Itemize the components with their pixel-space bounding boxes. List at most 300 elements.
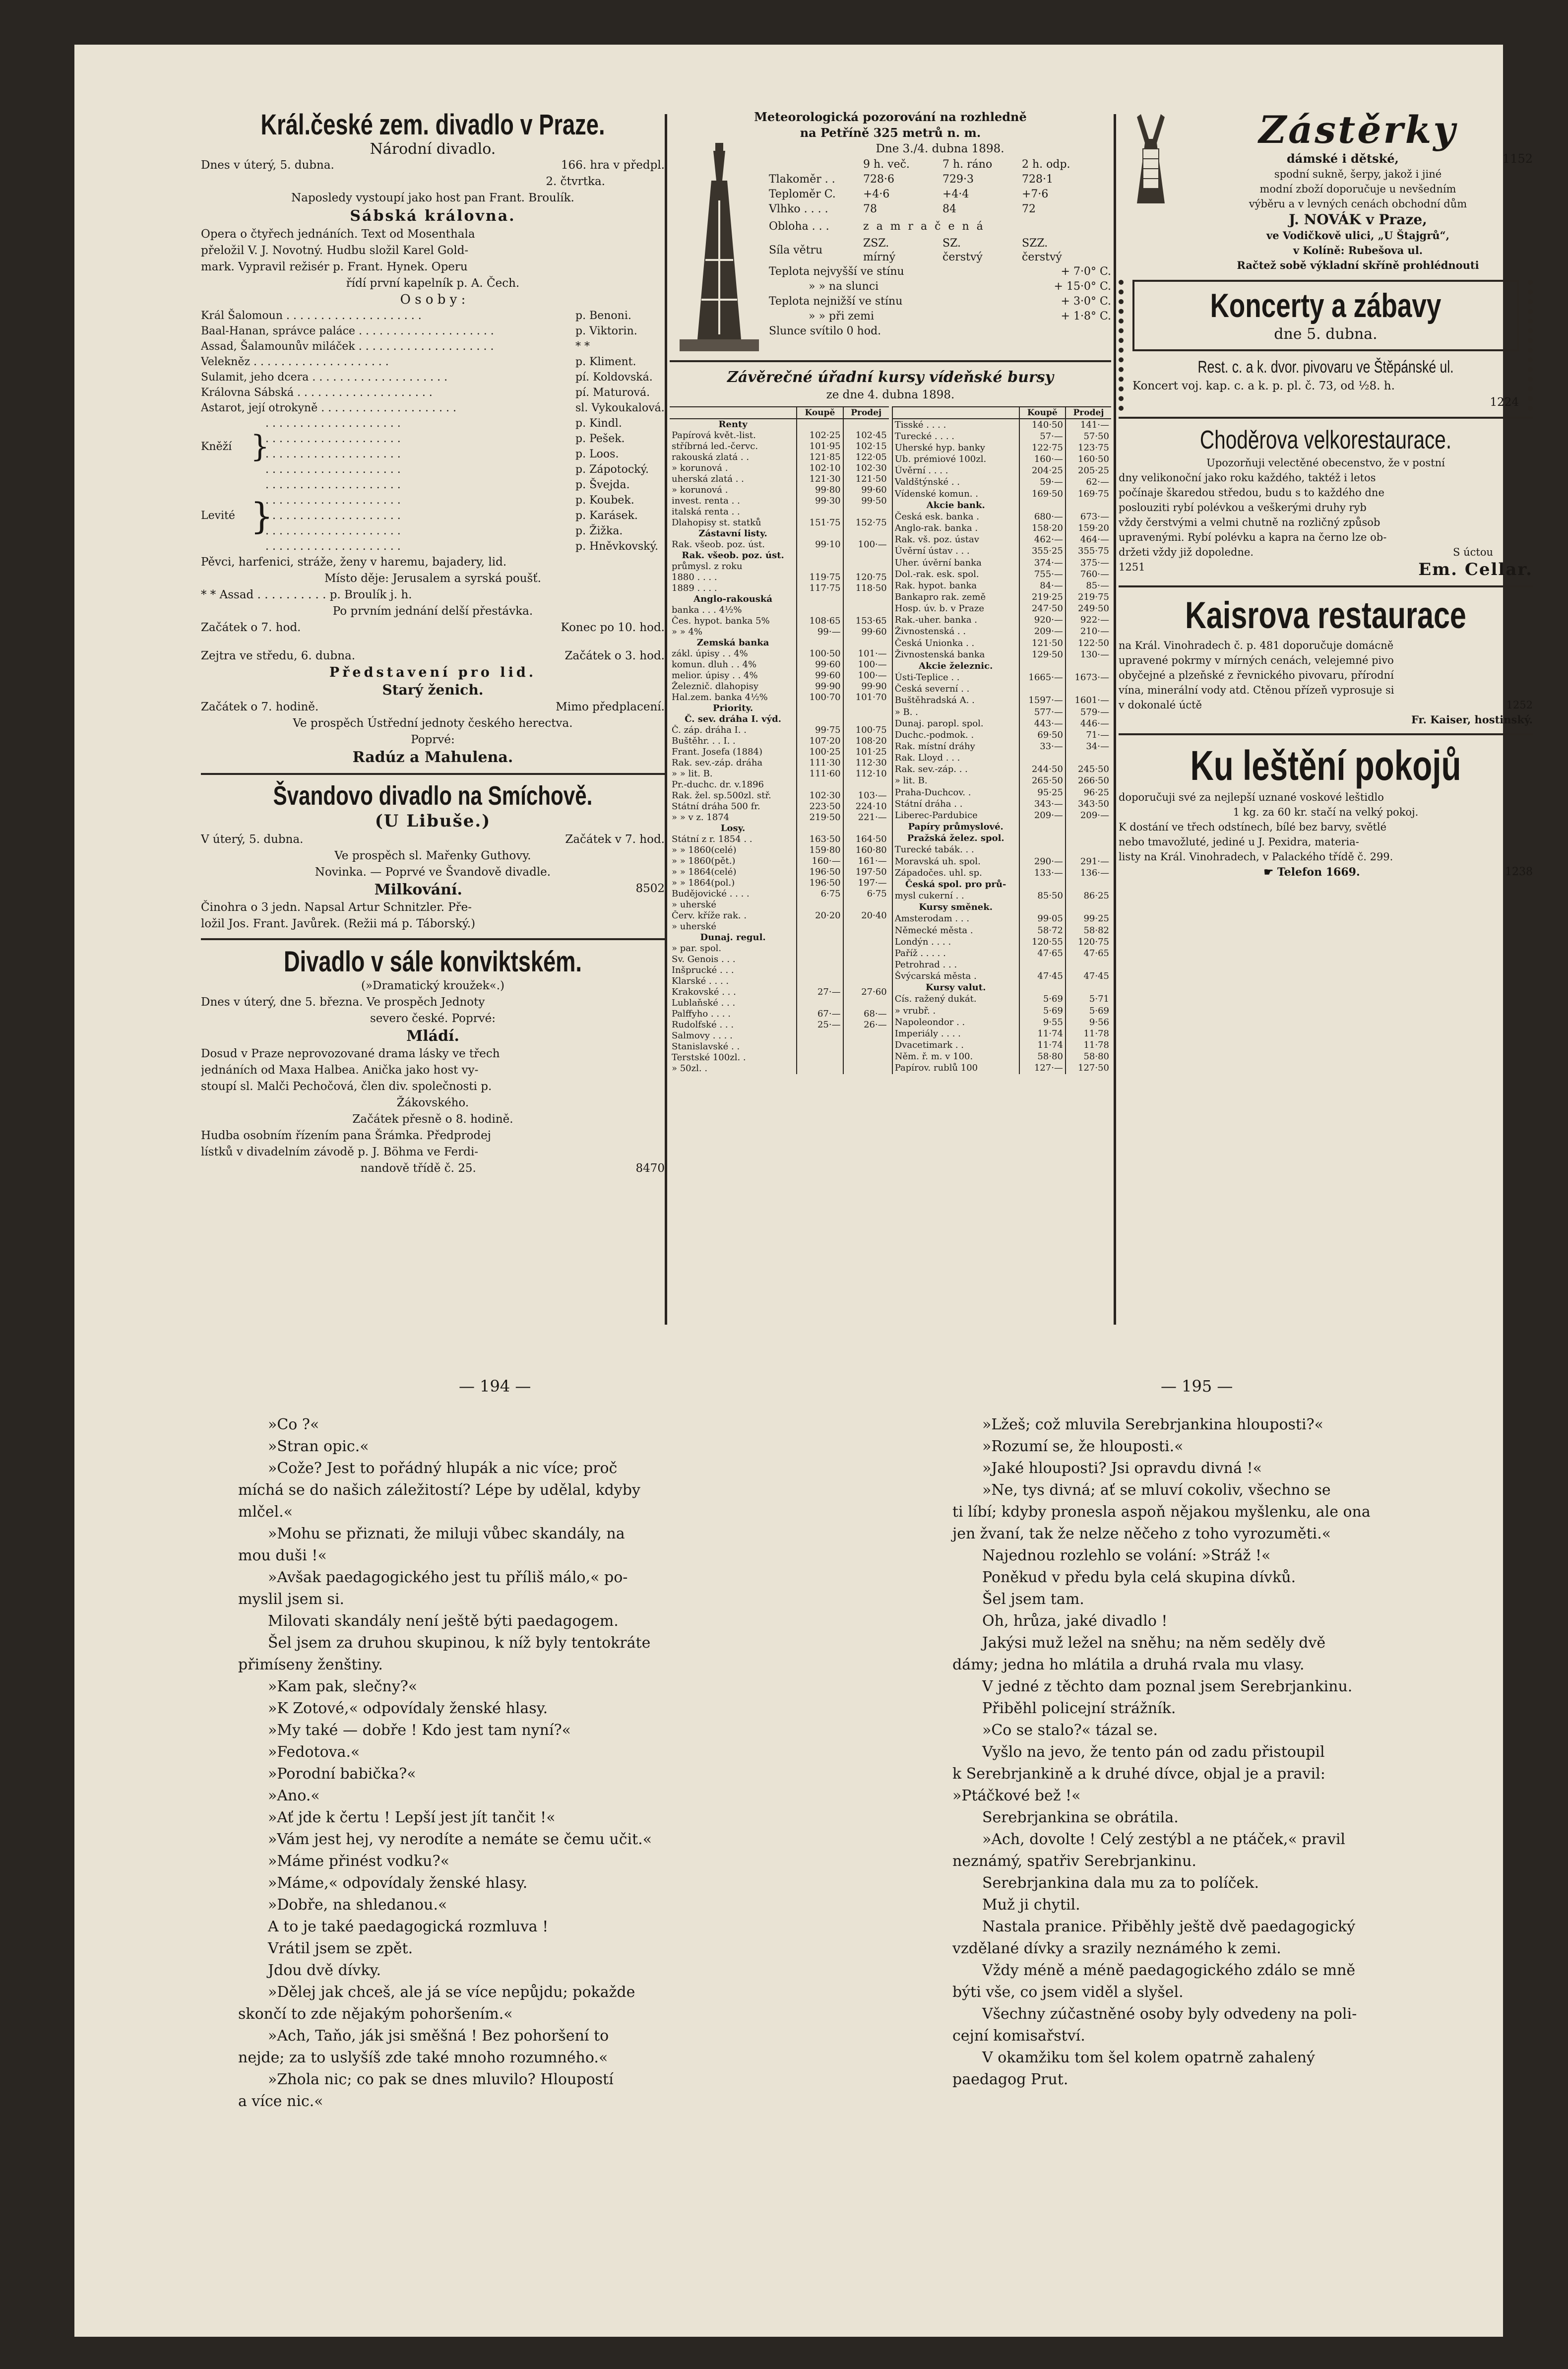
konvikt-line2: severo české. Poprvé:	[370, 1012, 496, 1025]
bursa-koupe: 27·—	[797, 987, 843, 998]
text-line: Vždy méně a méně paedagogického zdálo se mně	[982, 1962, 1356, 1979]
desc-line: řídí první kapelník p. A. Čech.	[346, 277, 520, 290]
bursa-prodej	[843, 998, 889, 1009]
bursa-title: Závěrečné úřadní kursy vídeňské bursy	[727, 369, 1054, 386]
bursa-row	[670, 943, 889, 954]
bursa-name: Bankapro rak. země	[892, 591, 1019, 603]
bursa-prodej: 209·—	[1066, 810, 1111, 821]
bursa-koupe	[797, 419, 843, 430]
text-line: a více nic.«	[238, 2093, 323, 2110]
text-line: A to je také paedagogická rozmluva !	[268, 1918, 549, 1935]
cast-row	[201, 400, 665, 416]
bursa-row	[892, 902, 1111, 913]
divider	[1119, 733, 1533, 735]
text-line: V jedné z těchto dam poznal jsem Serebrjankinu.	[982, 1678, 1353, 1695]
bursa-koupe: 209·—	[1019, 626, 1066, 638]
bursa-row	[670, 801, 889, 812]
role	[265, 539, 575, 554]
bursa-name: Západočes. uhl. sp.	[892, 867, 1019, 879]
bursa-row	[892, 810, 1111, 821]
bursa-prodej: 101·25	[843, 747, 889, 758]
bursa-name: Rak. vš. poz. ústav	[892, 534, 1019, 546]
bursa-prodej: 100·—	[843, 659, 889, 670]
text-line: Milovati skandály není ještě býti paedagogem.	[268, 1612, 619, 1630]
bursa-row	[892, 971, 1111, 982]
bursa-name: » lit. B.	[892, 775, 1019, 787]
bursa-name: stříbrná led.-červc.	[672, 441, 758, 451]
bursa-name: Moravská uh. spol.	[892, 856, 1019, 867]
mimo: Mimo předplacení.	[556, 701, 665, 713]
meteo-row	[769, 172, 1111, 187]
bursa-prodej: 169·75	[1066, 488, 1111, 500]
book-page-left	[238, 1414, 799, 2113]
bursa-prodej: 99·50	[843, 496, 889, 507]
bursa-row	[892, 775, 1111, 787]
bursa-koupe	[797, 998, 843, 1009]
bursa-name: Čes. hypot. banka 5%	[672, 616, 770, 626]
bursa-koupe: 1597·—	[1019, 695, 1066, 706]
temp-row	[769, 309, 1111, 324]
text-line: k Serebrjankině a k druhé dívce, objal je a pravil:	[952, 1765, 1325, 1783]
bursa-name: Londýn . . . .	[892, 936, 1019, 948]
bursa-koupe	[797, 594, 843, 605]
text-line: »Vám jest hej, vy nerodíte a nemáte se čemu učit.«	[268, 1831, 652, 1848]
zasterky-title: Zástěrky	[1258, 108, 1457, 152]
role	[265, 493, 575, 508]
bursa-prodej: 164·50	[843, 834, 889, 845]
bursa-prodej: 20·40	[843, 910, 889, 921]
bursa-koupe	[797, 703, 843, 714]
role: Baal-Hanan, správce paláce . . .	[201, 323, 575, 339]
h-morning: 7 h. ráno	[942, 158, 993, 171]
divider	[201, 773, 665, 775]
bursa-prodej	[843, 550, 889, 561]
choderova-text	[1119, 455, 1533, 579]
bursa-name: Státní z r. 1854 . .	[672, 834, 753, 844]
zasterky-sub: dámské i dětské,	[1287, 151, 1399, 166]
bursa-row	[670, 834, 889, 845]
role	[265, 462, 575, 477]
text-line: dámy; jedna ho mlátila a druhá rvala mu vlasy.	[952, 1656, 1305, 1673]
lesteni-line: nebo tmavožluté, jediné u J. Pexidra, materia-	[1119, 836, 1359, 848]
bursa-name: Dunaj. paropl. spol.	[892, 718, 1019, 729]
bursa-koupe	[797, 899, 843, 910]
bursa-name: mysl cukerní . .	[892, 890, 1019, 901]
temp-val: + 3·0° C.	[1061, 295, 1111, 308]
meteo-label: Tlakoměr . .	[769, 173, 835, 186]
bursa-row	[670, 638, 889, 648]
text-line: »Fedotova.«	[268, 1743, 360, 1761]
bursa-row	[892, 787, 1111, 798]
pause: Po prvním jednání delší přestávka.	[332, 605, 533, 618]
text-line: paedagog Prut.	[952, 2071, 1068, 2088]
meteo-val: 78	[863, 203, 877, 215]
koncerty-rest: Rest. c. a k. dvor. pivovaru ve Štěpánské ul.	[1197, 358, 1454, 377]
bursa-name: Rak. všeob. poz. úst.	[672, 539, 765, 550]
bursa-row	[670, 1009, 889, 1020]
text-line: »Ptáčkové bež !«	[952, 1787, 1081, 1804]
bursa-prodej	[1066, 660, 1111, 672]
zasterky-text: výběru a v levných cenách obchodní dům	[1249, 198, 1467, 210]
bursa-koupe: 223·50	[797, 801, 843, 812]
text-line: míchá se do našich záležitostí? Lépe by udělal, kdyby	[238, 1481, 640, 1499]
meteo-header-row	[769, 157, 1111, 172]
vitr-values	[863, 237, 1101, 264]
bursa-row	[670, 419, 889, 430]
bursa-prodej: 130·—	[1066, 649, 1111, 660]
bursa-koupe	[797, 823, 843, 834]
svandovo-num: 8502	[635, 882, 665, 895]
svandovo-play: (U Libuše.)	[375, 811, 491, 831]
bursa-row	[670, 725, 889, 736]
bursa-row	[892, 890, 1111, 901]
bursa-prodej	[843, 1041, 889, 1052]
start2-row	[201, 699, 665, 715]
bursa-row	[892, 660, 1111, 672]
bursa-koupe	[797, 954, 843, 965]
vitr-dir: SZ.	[942, 237, 961, 250]
text-line: »Dobře, na shledanou.«	[268, 1896, 447, 1914]
bursa-name: Priority.	[713, 703, 753, 713]
narodni-subtitle: Národní divadlo.	[370, 141, 496, 157]
text-line: »Máme,« odpovídaly ženské hlasy.	[268, 1874, 528, 1892]
bursa-prodej: 136·—	[1066, 867, 1111, 879]
kaisrova-title: Kaisrova restaurace	[1185, 594, 1466, 637]
meteo-label: Teploměr C.	[769, 188, 836, 200]
bursa-name: Česká esk. banka .	[892, 511, 1019, 522]
choderova-line: počínaje škaredou středou, budu s to každého dne	[1119, 487, 1384, 499]
bursa-name: Č. záp. dráha I. .	[672, 725, 747, 735]
start2: Začátek o 7. hodině.	[201, 701, 319, 713]
bursa-name: invest. renta . .	[672, 496, 740, 506]
bursa-row	[670, 692, 889, 703]
bursa-prodej: 221·—	[843, 812, 889, 823]
bursa-koupe: 99·60	[797, 659, 843, 670]
bursa-prodej: 760·—	[1066, 569, 1111, 580]
vitr-label: Síla větru	[769, 244, 823, 256]
bursa-koupe: 58·72	[1019, 925, 1066, 936]
bursa-prodej: 96·25	[1066, 787, 1111, 798]
theatre-column	[201, 109, 665, 1177]
levite-list	[265, 477, 665, 554]
bursa-koupe: 5·69	[1019, 994, 1066, 1005]
bursa-koupe	[797, 932, 843, 943]
zasterky-text: spodní sukně, šerpy, jakož i jiné	[1274, 168, 1442, 180]
bursa-row	[670, 1063, 889, 1074]
bursa-row	[892, 798, 1111, 810]
bursa-row	[892, 913, 1111, 925]
text-line: »Rozumí se, že hlouposti.«	[982, 1438, 1184, 1455]
bursa-row	[892, 741, 1111, 752]
cast-row	[265, 416, 665, 431]
meteo-bursa-column	[670, 109, 1111, 1074]
bursa-koupe: 151·75	[797, 517, 843, 528]
bursa-name: » » lit. B.	[672, 768, 713, 779]
bursa-koupe: 99·60	[797, 670, 843, 681]
temp-label: Teplota nejvyšší ve stínu	[769, 265, 904, 278]
text-line: cejní komisařství.	[952, 2027, 1085, 2045]
bursa-name: Vídenské komun. .	[892, 488, 1019, 500]
bursa-row	[892, 959, 1111, 970]
kaisrova-text	[1119, 638, 1533, 727]
text-line: býti vše, co jsem viděl a slyšel.	[952, 1984, 1184, 2001]
bursa-row	[892, 844, 1111, 856]
meteo-val: 72	[1022, 203, 1036, 215]
choderova-sign-row	[1119, 560, 1533, 579]
narodni-season: 166. hra v předpl.	[561, 159, 665, 172]
text-line: ti líbí; kdyby pronesla aspoň nějakou myšlenku, ale ona	[952, 1503, 1371, 1521]
kaisrova-line: vína, minerální vody atd. Ctěnou přízeň vyprosuje si	[1119, 684, 1394, 696]
bursa-koupe	[797, 1052, 843, 1063]
bursa-koupe: 127·—	[1019, 1063, 1066, 1074]
bursa-name: Inšprucké . . .	[672, 965, 734, 975]
bursa-prodej: 27·60	[843, 987, 889, 998]
bursa-koupe	[797, 528, 843, 539]
bursa-prodej	[843, 899, 889, 910]
bursa-row	[670, 932, 889, 943]
bursa-koupe: 219·50	[797, 812, 843, 823]
bursa-row	[670, 845, 889, 856]
bursa-koupe: 119·75	[797, 572, 843, 583]
role: Velekněz . . .	[201, 354, 575, 370]
bursa-prodej: 1601·—	[1066, 695, 1111, 706]
bursa-name: Krakovské . . .	[672, 987, 736, 997]
bursa-tables	[670, 406, 1111, 1074]
bursa-name: Úvěrní ústav . . .	[892, 546, 1019, 557]
kaisrova-line: na Král. Vinohradech č. p. 481 doporučuje domácně	[1119, 640, 1394, 651]
bursa-name: Česká severní . .	[892, 684, 1019, 695]
bursa-prodej: 122·05	[843, 452, 889, 463]
bursa-prodej: 102·45	[843, 430, 889, 441]
bursa-row	[892, 603, 1111, 615]
bursa-table-left	[670, 406, 889, 1074]
temp-label: » » na slunci	[809, 280, 879, 293]
bursa-row	[670, 539, 889, 550]
bursa-koupe	[797, 605, 843, 616]
bursa-koupe: 57·—	[1019, 431, 1066, 442]
bursa-koupe	[797, 1030, 843, 1041]
text-line: nejde; za to uslyšíš zde také mnoho rozumného.«	[238, 2049, 608, 2066]
actor: p. Hněvkovský.	[575, 540, 658, 553]
bursa-row	[892, 948, 1111, 959]
tomorrow-start: Začátek o 3. hod.	[564, 649, 665, 662]
svandovo-play2: Milkování.	[374, 881, 462, 898]
bursa-koupe	[797, 507, 843, 517]
meteo-val: 84	[942, 203, 956, 215]
bursa-header-koupe: Koupě	[797, 407, 843, 419]
bursa-prodej: 266·50	[1066, 775, 1111, 787]
bursa-koupe: 244·50	[1019, 764, 1066, 775]
role	[265, 523, 575, 539]
bursa-name: komun. dluh . . 4%	[672, 659, 757, 670]
bursa-prodej	[1066, 879, 1111, 890]
temp-row	[769, 294, 1111, 309]
bursa-name: » 50zl. .	[672, 1063, 708, 1074]
text-line: »Zhola nic; co pak se dnes mluvilo? Hloupostí	[268, 2071, 614, 2088]
bursa-koupe: 47·45	[1019, 971, 1066, 982]
bursa-prodej: 101·70	[843, 692, 889, 703]
bursa-row	[670, 921, 889, 932]
bursa-name: » » 1860(pět.)	[672, 856, 736, 866]
bursa-prodej: 1673·—	[1066, 672, 1111, 683]
bursa-row	[670, 496, 889, 507]
bursa-name: Uherské hyp. banky	[892, 442, 1019, 453]
bursa-prodej: 464·—	[1066, 534, 1111, 546]
bursa-name: Valdštýnské . .	[892, 477, 1019, 488]
lesteni-line: listy na Král. Vinohradech, v Palackého třídě č. 299.	[1119, 851, 1393, 863]
actor: p. Švejda.	[575, 479, 630, 491]
kaisrova-num: 1252	[1506, 699, 1533, 711]
bursa-name: Frant. Josefa (1884)	[672, 747, 763, 757]
bursa-name: Švýcarská města .	[892, 971, 1019, 982]
bursa-row	[670, 878, 889, 889]
bursa-name: Živnostenská banka	[892, 649, 1019, 660]
bursa-name: Rak. hypot. banka	[892, 580, 1019, 591]
cast-row	[265, 523, 665, 539]
bursa-koupe: 204·25	[1019, 465, 1066, 477]
bursa-prodej: 99·25	[1066, 913, 1111, 925]
text-line: jen žvaní, tak že nelze něčeho z toho vyrozuměti.«	[952, 1525, 1331, 1542]
choderova-regards: S úctou	[1453, 546, 1493, 558]
bursa-koupe: 120·55	[1019, 936, 1066, 948]
bursa-prodej: 11·78	[1066, 1028, 1111, 1039]
meteo-val: +7·6	[1022, 188, 1049, 200]
bursa-prodej	[843, 921, 889, 932]
bursa-row	[892, 649, 1111, 660]
bursa-prodej	[1066, 833, 1111, 844]
bursa-name: Duchc.-podmok. .	[892, 729, 1019, 741]
bursa-koupe: 462·—	[1019, 534, 1066, 546]
svandovo-desc: ložil Jos. Frant. Javůrek. (Režii má p. Táborský.)	[201, 917, 476, 930]
konvikt-num: 8470	[635, 1162, 665, 1175]
bursa-name: Tisské . . . .	[892, 419, 1019, 431]
kaisrova-line: upravené pokrmy v mírných cenách, velejemné pivo	[1119, 654, 1394, 666]
bursa-name: Zástavní listy.	[698, 528, 767, 539]
bursa-row	[670, 463, 889, 474]
bursa-prodej	[843, 561, 889, 572]
text-line: Nastala pranice. Přiběhly ještě dvě paedagogický	[982, 1918, 1356, 1935]
svandovo-date-row	[201, 832, 665, 848]
text-line: Muž ji chytil.	[982, 1896, 1080, 1914]
bursa-koupe	[797, 779, 843, 790]
bursa-koupe: 9·55	[1019, 1017, 1066, 1028]
temp-row	[769, 279, 1111, 294]
bursa-row	[892, 1017, 1111, 1028]
bursa-prodej: 108·20	[843, 736, 889, 747]
bursa-row	[892, 1063, 1111, 1074]
meteo-row	[769, 187, 1111, 202]
lesteni-line: 1 kg. za 60 kr. stačí na velký pokoj.	[1233, 806, 1419, 818]
bursa-prodej: 34·—	[1066, 741, 1111, 752]
column-rule-2	[1114, 114, 1116, 1325]
bursa-row	[892, 615, 1111, 626]
bursa-prodej: 224·10	[843, 801, 889, 812]
page-number-right: — 195 —	[1161, 1377, 1233, 1396]
actor: * *	[575, 340, 590, 353]
bursa-koupe	[1019, 822, 1066, 833]
konvikt-play: Mládí.	[406, 1027, 459, 1045]
narodni-note: Naposledy vystoupí jako host pan Frant. Broulík.	[291, 192, 574, 204]
bursa-prodej: 245·50	[1066, 764, 1111, 775]
bursa-prodej	[843, 703, 889, 714]
bursa-row	[670, 856, 889, 867]
bursa-prodej: 101·—	[843, 648, 889, 659]
cast-row	[201, 370, 665, 385]
temp-label: » » při zemi	[809, 310, 875, 322]
bursa-koupe: 102·30	[797, 790, 843, 801]
lesteni-num: 1238	[1505, 866, 1533, 878]
actor: p. Žižka.	[575, 525, 623, 537]
bursa-prodej: 120·75	[1066, 936, 1111, 948]
text-line: Vrátil jsem se zpět.	[268, 1940, 413, 1957]
bursa-name: Železnič. dlahopisy	[672, 681, 759, 692]
bursa-name: Papírová květ.-list.	[672, 430, 756, 441]
bursa-name: Česká Unionka . .	[892, 638, 1019, 649]
bursa-koupe	[1019, 844, 1066, 856]
bursa-prodej: 161·—	[843, 856, 889, 867]
bursa-koupe: 11·74	[1019, 1028, 1066, 1039]
bursa-koupe	[1019, 879, 1066, 890]
choderova-line: držeti vždy již dopoledne.	[1119, 546, 1254, 558]
bursa-row	[670, 605, 889, 616]
bursa-prodej: 58·80	[1066, 1051, 1111, 1063]
bursa-name: Něm. ř. m. v 100.	[892, 1051, 1019, 1063]
bursa-name: Německé města .	[892, 925, 1019, 936]
lesteni-tel-row	[1119, 864, 1533, 880]
bursa-row	[670, 550, 889, 561]
bursa-name: Ub. prémiové 100zl.	[892, 454, 1019, 465]
bursa-koupe: 101·95	[797, 441, 843, 452]
bursa-row	[892, 822, 1111, 833]
actor: p. Karásek.	[575, 510, 638, 522]
bursa-name: Dvacetimark . .	[892, 1039, 1019, 1051]
bursa-row	[670, 474, 889, 485]
role	[265, 431, 575, 447]
text-line: »Ach, Taňo, ják jsi směšná ! Bez pohoršení to	[268, 2027, 609, 2045]
actor: p. Loos.	[575, 448, 619, 460]
actor: pí. Maturová.	[575, 386, 650, 399]
bursa-prodej	[843, 954, 889, 965]
bursa-row	[892, 695, 1111, 706]
bursa-name: Akcie železnic.	[892, 660, 1019, 672]
bursa-name: Kursy valut.	[892, 982, 1019, 994]
bursa-koupe: 102·25	[797, 430, 843, 441]
bursa-prodej: 123·75	[1066, 442, 1111, 453]
bursa-name: Červ. kříže rak. .	[672, 910, 747, 921]
bursa-prodej	[843, 976, 889, 987]
poprve: Poprvé:	[411, 733, 455, 746]
bursa-koupe: 84·—	[1019, 580, 1066, 591]
bursa-row	[892, 569, 1111, 580]
text-line: mou duši !«	[238, 1547, 327, 1564]
koncerty-title: Koncerty a zábavy	[1210, 287, 1442, 324]
bursa-koupe: 99·05	[1019, 913, 1066, 925]
text-line: »Lžeš; což mluvila Serebrjankina hlouposti?«	[982, 1416, 1324, 1433]
bursa-date: ze dne 4. dubna 1898.	[826, 388, 955, 401]
meteo-val: 729·3	[942, 173, 974, 186]
text-line: »Stran opic.«	[268, 1438, 369, 1455]
bursa-row	[892, 431, 1111, 442]
choderova-last-row	[1119, 545, 1533, 560]
column-rule-1	[665, 114, 667, 1325]
bursa-row	[670, 954, 889, 965]
actor: p. Kliment.	[575, 356, 636, 368]
bursa-prodej	[843, 932, 889, 943]
bursa-prodej: 85·—	[1066, 580, 1111, 591]
bursa-name: Hal.zem. banka 4½%	[672, 692, 768, 703]
h-afternoon: 2 h. odp.	[1022, 158, 1070, 171]
bursa-prodej: 159·20	[1066, 522, 1111, 534]
